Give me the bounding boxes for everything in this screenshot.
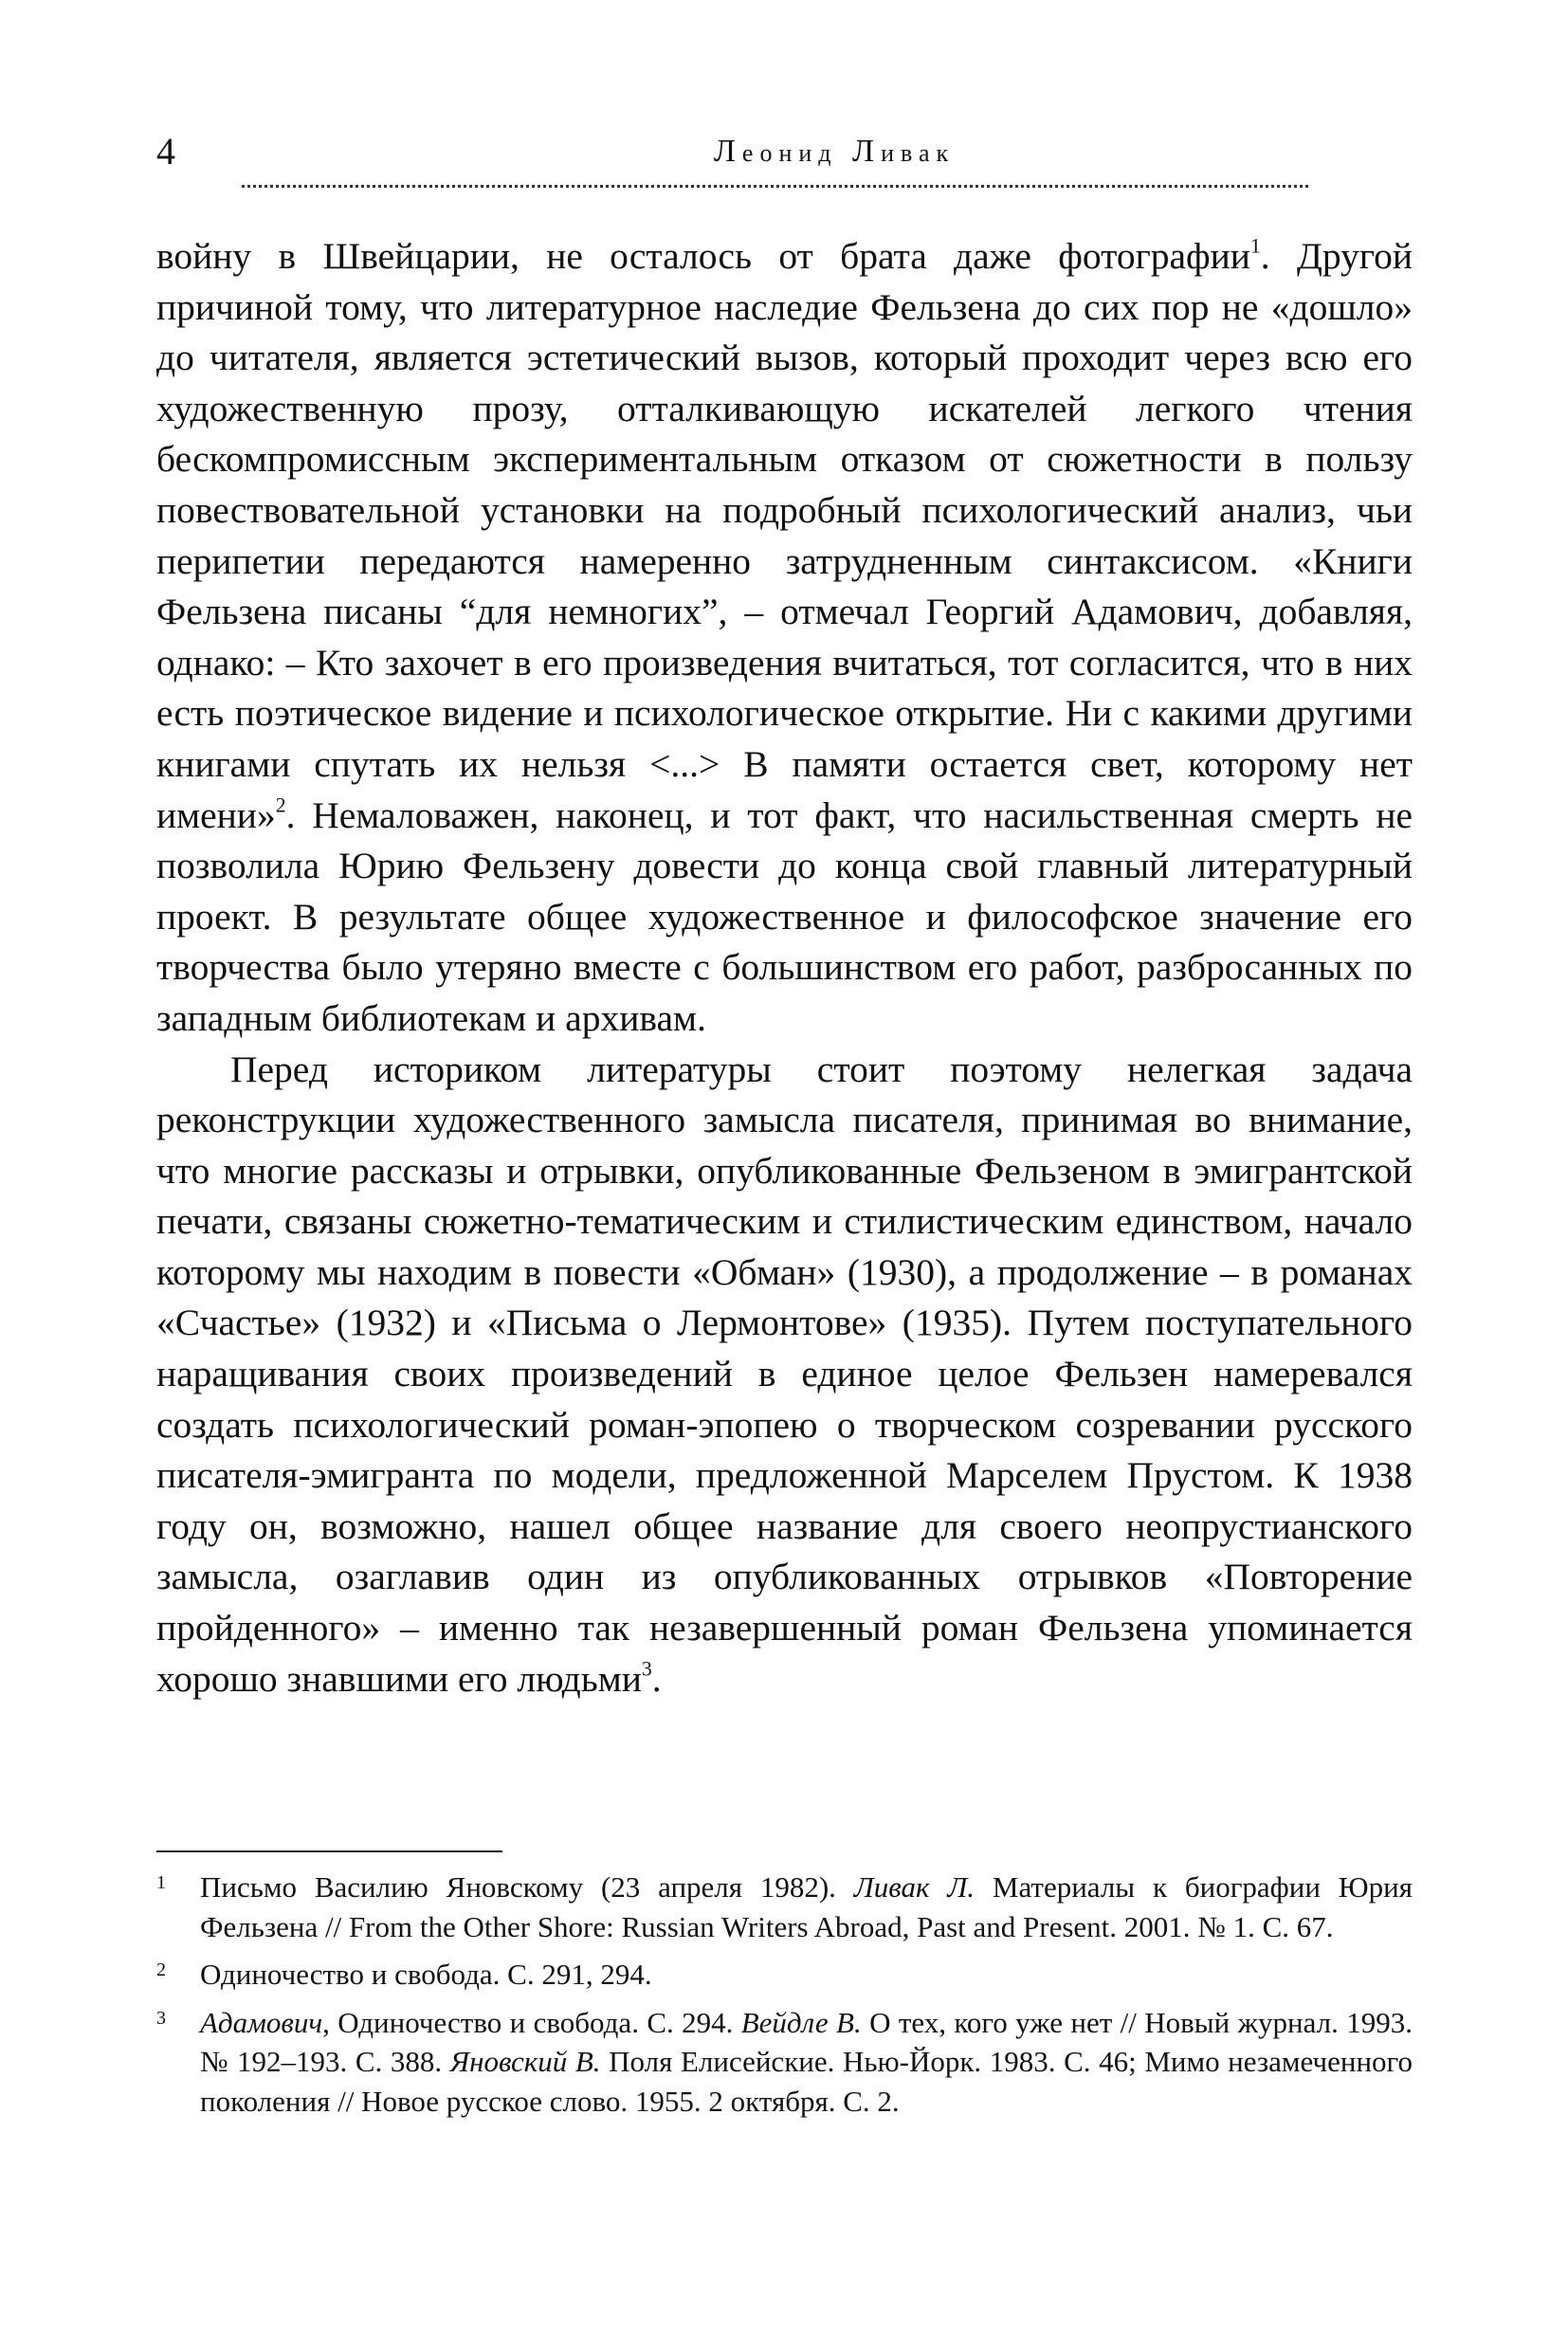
footnote-3 (156, 2003, 1413, 2122)
author-first-initial: Л (713, 134, 742, 169)
header-dotted-rule (242, 185, 1308, 188)
footnote-1 (156, 1868, 1413, 1946)
footnote-text (200, 1955, 1413, 1995)
footnote-ref-3: 3 (641, 1657, 652, 1681)
paragraph-2-text-b: . (651, 1657, 662, 1700)
author-last-rest: ивак (881, 139, 956, 167)
paragraph-2 (156, 1045, 1413, 1705)
footnotes (156, 1868, 1413, 2129)
footnote-number: 2 (156, 1959, 166, 1980)
footnote-3-author-a: Адамович (200, 2005, 323, 2039)
footnote-3-text-c: Поля Елисейские. Нью-Йорк. 1983. С. 46; Мимо незамеченного поколения // Новое русское слово. 1955. 2 октября. С. 2. (200, 2045, 1413, 2118)
footnote-1-text-b: Материалы к биографии Юрия Фельзена // From the Other Shore: Russian Writers Abroad, Past and Present. 2001. № 1. С. 67. (200, 1870, 1413, 1943)
footnote-3-author-c: Яновский В. (449, 2045, 601, 2078)
paragraph-1-text-a: войну в Швейцарии, не осталось от брата даже фотографии (156, 235, 1250, 277)
footnote-number: 3 (156, 2007, 166, 2029)
footnote-separator (156, 1850, 502, 1852)
paragraph-1 (156, 231, 1413, 1045)
footnote-ref-1: 1 (1249, 234, 1261, 258)
running-head-author (360, 136, 1308, 168)
footnote-ref-2: 2 (275, 793, 286, 817)
paragraph-1-text-b: . Другой причиной тому, что литературное наследие Фельзена до сих пор не «дошло» до читателя, является эстетический вызов, который проходит через всю его художественную прозу, отталкивающую искателей легкого чтения бескомпромиссным экспериментальным отказом от сюжетности в пользу повествовательной установки на подробный психологический анализ, чьи перипетии передаются намеренно затрудненным синтаксисом. «Книги Фельзена писаны “для немногих”, – отмечал Георгий Адамович, добавляя, однако: – Кто захочет в его произведения вчитаться, тот согласится, что в них есть поэтическое видение и психологическое открытие. Ни с какими другими книгами спутать их нельзя <...> В памяти остается свет, которому нет имени» (156, 235, 1413, 836)
page-number: 4 (156, 130, 175, 173)
main-text (156, 231, 1413, 1704)
paragraph-1-text-c: . Немаловажен, наконец, и тот факт, что насильственная смерть не позволила Юрию Фельзену довести до конца свой главный литературный проект. В результате общее художественное и философское значение его творчества было утеряно вместе с большинством его работ, разбросанных по западным библиотекам и архивам. (156, 793, 1413, 1039)
footnote-2 (156, 1955, 1413, 1995)
footnote-text (200, 2003, 1413, 2122)
footnote-text (200, 1868, 1413, 1946)
footnote-3-text-b: О тех, кого уже нет // Новый журнал. 1993. № 192–193. С. 388. (200, 2005, 1413, 2078)
footnote-1-author: Ливак Л. (853, 1870, 975, 1904)
footnote-number: 1 (156, 1872, 166, 1893)
author-first-rest: еонид (741, 139, 838, 167)
footnote-3-text-a: , Одиночество и свобода. С. 294. (322, 2005, 741, 2039)
paragraph-2-text-a: Перед историком литературы стоит поэтому нелегкая задача реконструкции художественного замысла писателя, принимая во внимание, что многие рассказы и отрывки, опубликованные Фельзеном в эмигрантской печати, связаны сюжетно-тематическим и стилистическим единством, начало которому мы находим в повести «Обман» (1930), а продолжение – в романах «Счастье» (1932) и «Письма о Лермонтове» (1935). Путем поступательного наращивания своих произведений в единое целое Фельзен намеревался создать психологический роман-эпопею о творческом созревании русского писателя-эмигранта по модели, предложенной Марселем Прустом. К 1938 году он, возможно, нашел общее название для своего неопрустианского замысла, озаглавив один из опубликованных отрывков «Повторение пройденного» – именно так незавершенный роман Фельзена упоминается хорошо знавшими его людьми (156, 1048, 1413, 1700)
author-last-initial: Л (852, 134, 882, 169)
footnote-3-author-b: Вейдле В. (740, 2005, 862, 2039)
footnote-2-text-a: Одиночество и свобода. С. 291, 294. (200, 1958, 652, 1991)
footnote-1-text-a: Письмо Василию Яновскому (23 апреля 1982). (200, 1870, 854, 1904)
